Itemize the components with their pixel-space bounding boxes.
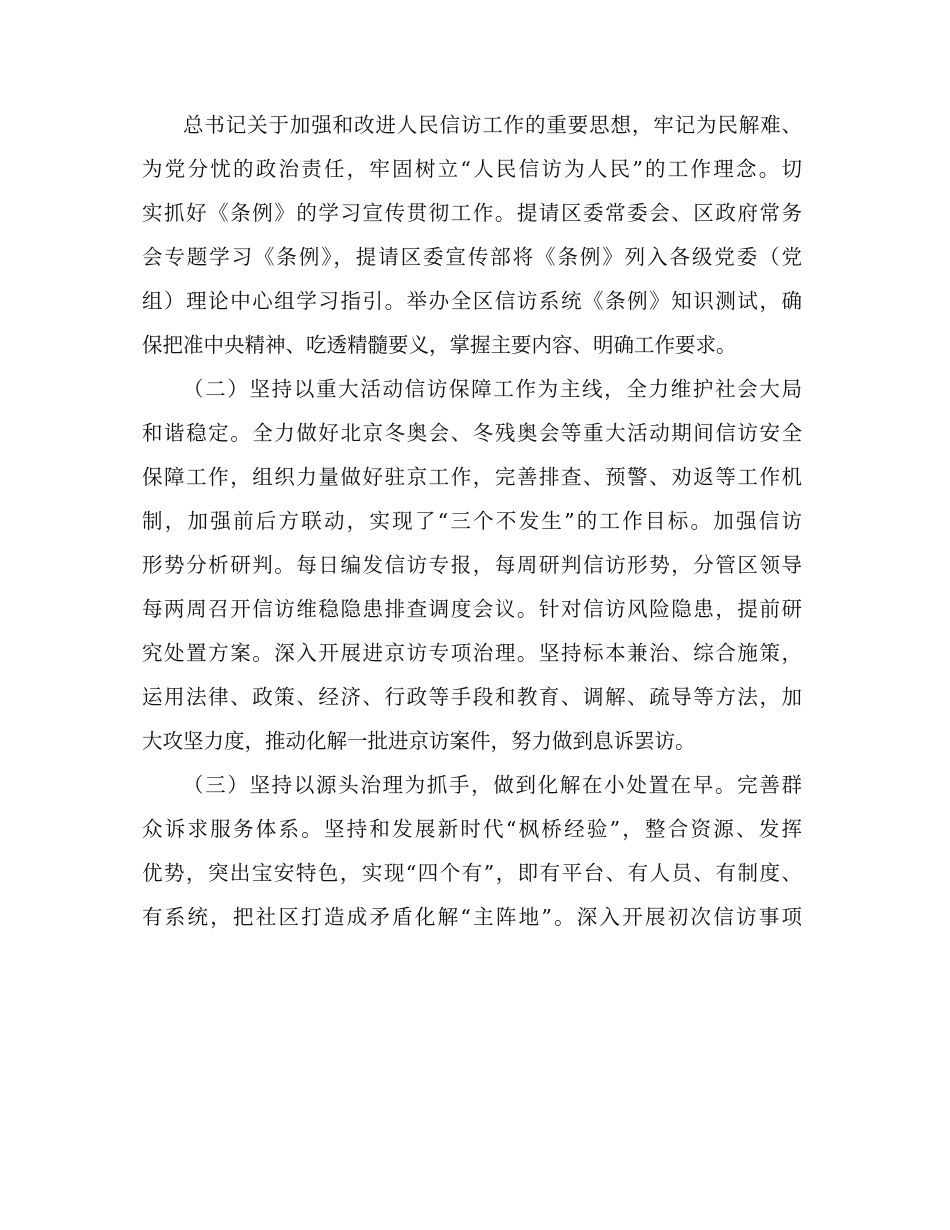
text-line: 制，加强前后方联动，实现了“三个不发生”的工作目标。加强信访 (142, 509, 802, 533)
text-line: 众诉求服务体系。坚持和发展新时代“枫桥经验”，整合资源、发挥 (142, 817, 802, 841)
text-line: 会专题学习《条例》，提请区委宣传部将《条例》列入各级党委（党 (142, 245, 802, 269)
text-line: 保障工作，组织力量做好驻京工作，完善排查、预警、劝返等工作机 (142, 465, 802, 489)
text-line: 组）理论中心组学习指引。举办全区信访系统《条例》知识测试，确 (142, 289, 802, 313)
text-line: 形势分析研判。每日编发信访专报，每周研判信访形势，分管区领导 (142, 553, 802, 577)
text-line: 每两周召开信访维稳隐患排查调度会议。针对信访风险隐患，提前研 (142, 597, 802, 621)
section-heading-line: （三）坚持以源头治理为抓手，做到化解在小处置在早。完善群 (183, 773, 802, 797)
text-line: 优势，突出宝安特色，实现“四个有”，即有平台、有人员、有制度、 (142, 861, 802, 885)
text-line: 有系统，把社区打造成矛盾化解“主阵地”。深入开展初次信访事项 (142, 905, 802, 929)
text-line: 保把准中央精神、吃透精髓要义，掌握主要内容、明确工作要求。 (142, 333, 737, 357)
text-line: 运用法律、政策、经济、行政等手段和教育、调解、疏导等方法，加 (142, 685, 802, 709)
text-line: 总书记关于加强和改进人民信访工作的重要思想，牢记为民解难、 (183, 113, 802, 137)
section-heading-line: （二）坚持以重大活动信访保障工作为主线，全力维护社会大局 (183, 377, 802, 401)
text-line: 究处置方案。深入开展进京访专项治理。坚持标本兼治、综合施策， (142, 641, 802, 665)
text-line: 和谐稳定。全力做好北京冬奥会、冬残奥会等重大活动期间信访安全 (142, 421, 802, 445)
text-line: 大攻坚力度，推动化解一批进京访案件，努力做到息诉罢访。 (142, 729, 696, 753)
text-line: 为党分忧的政治责任，牢固树立“人民信访为人民”的工作理念。切 (142, 157, 802, 181)
text-line: 实抓好《条例》的学习宣传贯彻工作。提请区委常委会、区政府常务 (142, 201, 802, 225)
